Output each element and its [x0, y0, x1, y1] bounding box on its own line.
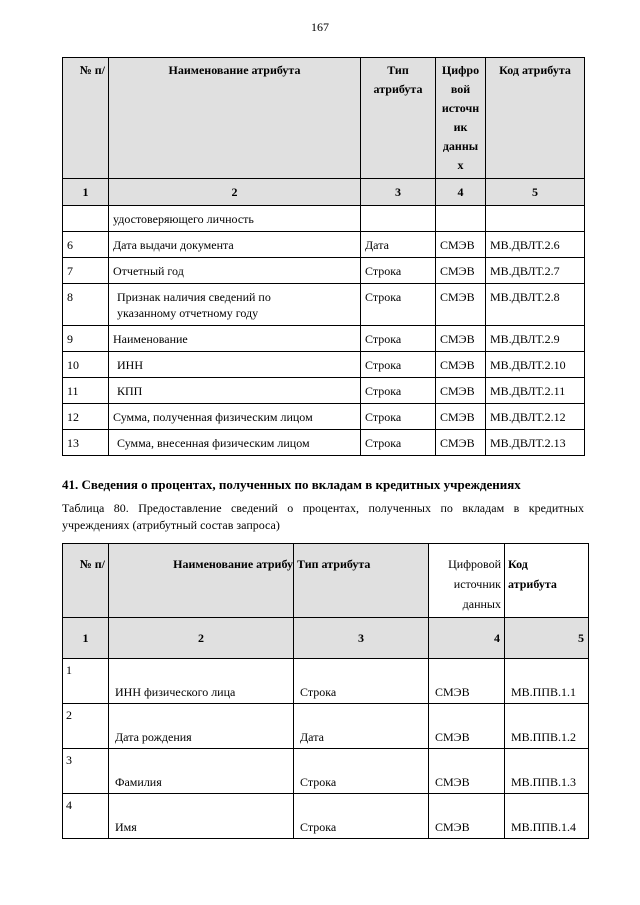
data-source: СМЭВ	[429, 749, 505, 794]
row-number: 8	[63, 284, 109, 326]
header-name: Наименование атрибу	[109, 544, 294, 618]
attribute-code: МВ.ДВЛТ.2.10	[486, 352, 585, 378]
data-source: СМЭВ	[436, 258, 486, 284]
header-code: Код атрибута	[505, 544, 589, 618]
column-number: 3	[361, 179, 436, 206]
table-row	[63, 704, 589, 749]
header-source: Цифро вой источн ик данны х	[436, 58, 486, 179]
attribute-type: Строка	[361, 284, 436, 326]
table-row	[63, 326, 585, 352]
header-num: № п/	[63, 544, 109, 618]
row-number: 12	[63, 404, 109, 430]
table-row	[63, 749, 589, 794]
data-source: СМЭВ	[436, 404, 486, 430]
header-type: Тип атрибута	[361, 58, 436, 179]
attribute-name: Наименование	[109, 326, 361, 352]
attribute-code: МВ.ППВ.1.2	[505, 704, 589, 749]
data-source: СМЭВ	[436, 284, 486, 326]
attribute-code: МВ.ДВЛТ.2.6	[486, 232, 585, 258]
attribute-code: МВ.ДВЛТ.2.12	[486, 404, 585, 430]
column-number: 3	[294, 618, 429, 659]
attribute-type: Строка	[294, 749, 429, 794]
column-number: 2	[109, 618, 294, 659]
table-header-row	[63, 544, 589, 618]
attribute-type: Строка	[294, 794, 429, 839]
data-source: СМЭВ	[436, 378, 486, 404]
table-row	[63, 284, 585, 326]
row-number: 11	[63, 378, 109, 404]
attribute-type: Строка	[361, 352, 436, 378]
column-number: 4	[429, 618, 505, 659]
header-name: Наименование атрибута	[109, 58, 361, 179]
row-number: 9	[63, 326, 109, 352]
attribute-name: Имя	[109, 794, 294, 839]
column-number: 2	[109, 179, 361, 206]
header-code: Код атрибута	[486, 58, 585, 179]
attribute-name: КПП	[109, 378, 361, 404]
header-type: Тип атрибута	[294, 544, 429, 618]
attribute-name: Отчетный год	[109, 258, 361, 284]
column-number: 4	[436, 179, 486, 206]
attribute-type: Строка	[361, 258, 436, 284]
data-source: СМЭВ	[436, 232, 486, 258]
data-source: СМЭВ	[429, 794, 505, 839]
attribute-name: ИНН физического лица	[109, 659, 294, 704]
attribute-type: Строка	[361, 378, 436, 404]
data-source: СМЭВ	[436, 326, 486, 352]
table-caption: Таблица 80. Предоставление сведений о процентах, полученных по вкладам в кредитных учреждениях (атрибутный состав запроса)	[62, 501, 584, 532]
attribute-type: Строка	[294, 659, 429, 704]
column-number-row	[63, 179, 585, 206]
row-number: 3	[63, 749, 109, 794]
attribute-code: МВ.ППВ.1.3	[505, 749, 589, 794]
table-header-row	[63, 58, 585, 179]
data-source: СМЭВ	[429, 704, 505, 749]
table-row	[63, 206, 585, 232]
attribute-code: МВ.ДВЛТ.2.11	[486, 378, 585, 404]
row-number: 2	[63, 704, 109, 749]
column-number: 5	[486, 179, 585, 206]
column-number: 5	[505, 618, 589, 659]
attribute-type: Строка	[361, 404, 436, 430]
request-attributes-table	[62, 543, 589, 839]
column-number: 1	[63, 618, 109, 659]
table-row	[63, 258, 585, 284]
column-number-row	[63, 618, 589, 659]
header-source: Цифровой источник данных	[429, 544, 505, 618]
attribute-code: МВ.ДВЛТ.2.13	[486, 430, 585, 456]
attribute-name: Сумма, полученная физическим лицом	[109, 404, 361, 430]
table-row	[63, 430, 585, 456]
table-row	[63, 352, 585, 378]
table-row	[63, 794, 589, 839]
table-row	[63, 404, 585, 430]
attribute-name: Признак наличия сведений по указанному отчетному году	[109, 284, 361, 326]
attribute-code: МВ.ДВЛТ.2.8	[486, 284, 585, 326]
attribute-type: Строка	[361, 430, 436, 456]
attribute-code: МВ.ДВЛТ.2.7	[486, 258, 585, 284]
section-title: 41. Сведения о процентах, полученных по вкладам в кредитных учреждениях	[62, 477, 521, 492]
continuation-text: удостоверяющего личность	[109, 206, 361, 232]
attribute-type: Дата	[361, 232, 436, 258]
row-number: 1	[63, 659, 109, 704]
row-number: 10	[63, 352, 109, 378]
attribute-type: Дата	[294, 704, 429, 749]
attribute-type: Строка	[361, 326, 436, 352]
attribute-code: МВ.ППВ.1.1	[505, 659, 589, 704]
attribute-name: ИНН	[109, 352, 361, 378]
row-number: 6	[63, 232, 109, 258]
data-source: СМЭВ	[429, 659, 505, 704]
table-row	[63, 659, 589, 704]
page-number: 167	[311, 20, 329, 34]
data-source: СМЭВ	[436, 430, 486, 456]
attribute-name: Сумма, внесенная физическим лицом	[109, 430, 361, 456]
row-number: 13	[63, 430, 109, 456]
row-number: 7	[63, 258, 109, 284]
column-number: 1	[63, 179, 109, 206]
attribute-name: Дата выдачи документа	[109, 232, 361, 258]
attribute-name: Дата рождения	[109, 704, 294, 749]
table-row	[63, 232, 585, 258]
data-source: СМЭВ	[436, 352, 486, 378]
attribute-code: МВ.ДВЛТ.2.9	[486, 326, 585, 352]
attributes-table-continued	[62, 57, 585, 456]
header-num: № п/	[63, 58, 109, 179]
attribute-code: МВ.ППВ.1.4	[505, 794, 589, 839]
attribute-name: Фамилия	[109, 749, 294, 794]
row-number: 4	[63, 794, 109, 839]
table-row	[63, 378, 585, 404]
